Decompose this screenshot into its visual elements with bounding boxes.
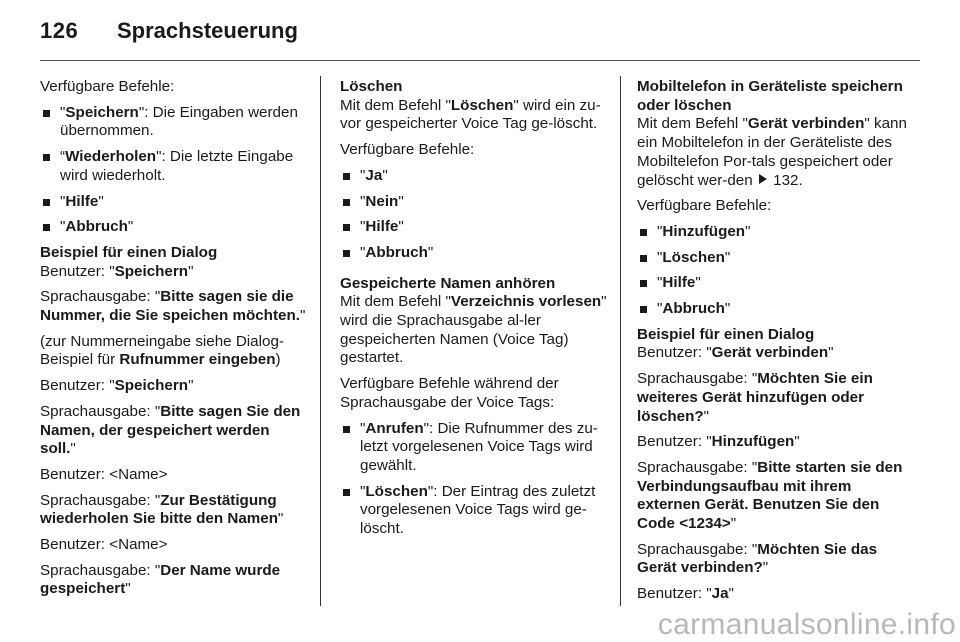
list-item: “Wiederholen": Die letzte Eingabe wird wiederholt.	[40, 148, 308, 185]
page-reference[interactable]: 132.	[773, 171, 803, 189]
command-list	[40, 104, 308, 237]
section-heading: Beispiel für einen Dialog	[40, 243, 218, 261]
paragraph: Verfügbare Befehle während der Sprachausgabe der Voice Tags:	[340, 375, 559, 411]
list-item: "Hilfe"	[340, 218, 608, 237]
paragraph: Sprachausgabe: "Bitte starten sie den Verbindungsaufbau mit ihrem externen Gerät. Benutzen Sie den Code <1234>"	[637, 458, 903, 533]
paragraph: Sprachausgabe: "Bitte sagen sie die Nummer, die Sie speichen möchten."	[40, 288, 306, 325]
column-1	[40, 78, 308, 606]
column-2	[340, 78, 608, 546]
column-3	[637, 78, 909, 611]
list-item: "Hinzufügen"	[637, 223, 909, 242]
command-list	[340, 420, 608, 539]
paragraph: Benutzer: <Name>	[40, 465, 168, 483]
list-item: "Abbruch"	[637, 300, 909, 319]
paragraph: Mit dem Befehl "Löschen" wird ein zu-vor gespeicherter Voice Tag ge-löscht.	[340, 96, 601, 133]
paragraph: Benutzer: "Speichern"	[40, 377, 194, 395]
page-header	[40, 14, 920, 54]
section-heading: Löschen	[340, 78, 403, 95]
commands-intro: Verfügbare Befehle:	[40, 78, 175, 95]
commands-intro: Verfügbare Befehle:	[637, 197, 772, 215]
list-item: "Nein"	[340, 193, 608, 212]
paragraph: Benutzer: "Speichern"	[40, 262, 194, 280]
paragraph: Mit dem Befehl "Gerät verbinden" kann ein Mobiltelefon in der Geräteliste des Mobiltelefon Por-tals gespeichert oder gelöscht wer-den 132.	[637, 115, 907, 189]
triangle-arrow-icon	[759, 174, 767, 184]
paragraph: Benutzer: "Ja"	[637, 585, 734, 603]
section-heading: Beispiel für einen Dialog	[637, 325, 815, 343]
paragraph: Sprachausgabe: "Der Name wurde gespeichert"	[40, 561, 281, 598]
paragraph: Sprachausgabe: "Zur Bestätigung wiederholen Sie bitte den Namen"	[40, 491, 284, 528]
list-item: "Abbruch"	[340, 244, 608, 263]
column-divider-2	[620, 76, 621, 606]
page-number: 126	[40, 18, 79, 43]
paragraph: Sprachausgabe: "Möchten Sie ein weiteres Gerät hinzufügen oder löschen?"	[637, 370, 873, 425]
column-divider-1	[320, 76, 321, 606]
watermark: carmanualsonline.info	[657, 608, 956, 641]
command-list	[637, 223, 909, 319]
list-item: "Abbruch"	[40, 218, 308, 237]
list-item: "Löschen": Der Eintrag des zuletzt vorgelesenen Voice Tags wird ge-löscht.	[340, 483, 608, 539]
list-item: "Löschen"	[637, 249, 909, 268]
paragraph: Benutzer: "Hinzufügen"	[637, 433, 800, 451]
header-rule	[40, 60, 920, 61]
paragraph: Mit dem Befehl "Verzeichnis vorlesen" wird die Sprachausgabe al-ler gespeicherten Namen (Voice Tag) gestartet.	[340, 293, 607, 367]
paragraph: Benutzer: "Gerät verbinden"	[637, 344, 834, 362]
paragraph: Sprachausgabe: "Bitte sagen Sie den Namen, der gespeichert werden soll."	[40, 402, 301, 458]
page-title: Sprachsteuerung	[117, 18, 298, 43]
paragraph: Benutzer: <Name>	[40, 536, 168, 554]
paragraph: Sprachausgabe: "Möchten Sie das Gerät verbinden?"	[637, 540, 878, 577]
list-item: "Anrufen": Die Rufnummer des zu-letzt vorgelesenen Voice Tags wird gewählt.	[340, 420, 608, 476]
commands-intro: Verfügbare Befehle:	[340, 141, 475, 159]
list-item: "Hilfe"	[40, 193, 308, 212]
command-list	[340, 167, 608, 263]
list-item: "Ja"	[340, 167, 608, 186]
section-heading: Mobiltelefon in Geräteliste speichern oder löschen	[637, 78, 903, 114]
list-item: "Hilfe"	[637, 274, 909, 293]
section-heading: Gespeicherte Namen anhören	[340, 274, 556, 292]
list-item: "Speichern": Die Eingaben werden übernommen.	[40, 104, 308, 141]
paragraph: (zur Nummerneingabe siehe Dialog-Beispiel für Rufnummer eingeben)	[40, 332, 284, 369]
